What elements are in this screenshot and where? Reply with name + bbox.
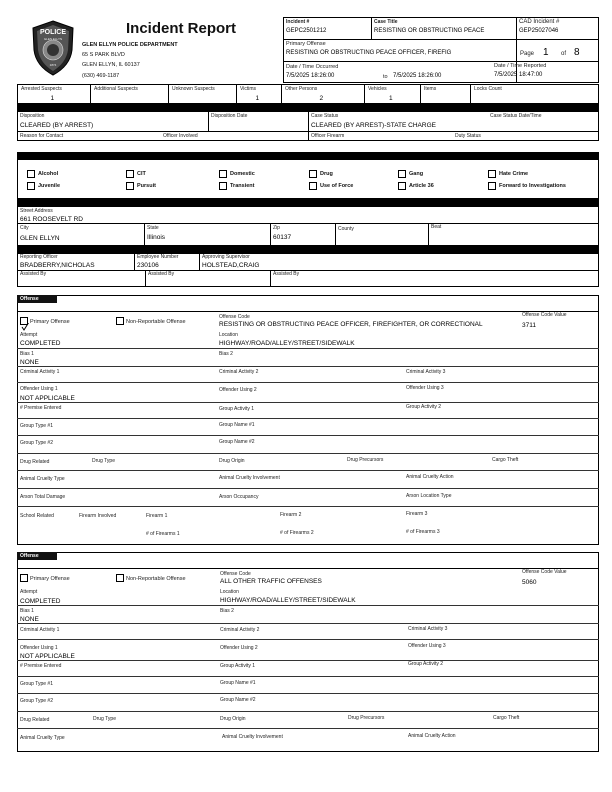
group-activity-2: Group Activity 2 xyxy=(406,404,442,410)
incident-number: GEPC2501212 xyxy=(286,28,327,34)
officers-bar xyxy=(17,246,599,253)
firearm-involved: Firearm Involved xyxy=(79,513,117,519)
arson-location-type: Arson Location Type xyxy=(406,493,452,499)
factor-label: Forward to Investigations xyxy=(499,183,566,189)
offense-2-location-label: Location xyxy=(220,589,239,595)
factors-section xyxy=(17,159,599,199)
factor-label: Juvenile xyxy=(38,183,61,189)
factor-label: Domestic xyxy=(230,171,255,177)
beat-label: Beat xyxy=(431,224,442,230)
num-firearms-1: # of Firearms 1 xyxy=(146,531,180,537)
city-value: GLEN ELLYN xyxy=(20,235,60,242)
case-title-value: RESISTING OR OBSTRUCTING PEACE xyxy=(374,28,485,34)
offense-2-animal-cruelty-involvement: Animal Cruelty Involvement xyxy=(222,734,283,740)
offense-2-code-value: ALL OTHER TRAFFIC OFFENSES xyxy=(220,578,322,585)
offense-2-drug-related: Drug Related xyxy=(20,717,50,723)
animal-cruelty-involvement: Animal Cruelty Involvement xyxy=(219,475,280,481)
offense-2-group-activity-2: Group Activity 2 xyxy=(408,661,444,667)
police-badge-logo xyxy=(30,20,76,76)
factor-label: CIT xyxy=(137,171,146,177)
employee-number-label: Employee Number xyxy=(137,254,179,260)
group-activity-1: Group Activity 1 xyxy=(219,406,255,412)
offense-2-cargo-theft: Cargo Theft xyxy=(493,715,520,721)
group-type-2: Group Type #2 xyxy=(20,440,53,446)
approving-supervisor-value: HOLSTEAD,CRAIG xyxy=(202,262,260,269)
count-label: Arrested Suspects xyxy=(21,86,62,92)
animal-cruelty-action: Animal Cruelty Action xyxy=(406,474,454,480)
factor-checkbox[interactable] xyxy=(398,182,406,190)
animal-cruelty-type: Animal Cruelty Type xyxy=(20,476,65,482)
offense-2-code-label: Offense Code xyxy=(220,571,251,577)
factor-checkbox[interactable] xyxy=(219,182,227,190)
location-section xyxy=(17,206,599,246)
offender-using-1-value: NOT APPLICABLE xyxy=(20,395,75,402)
firearm-3: Firearm 3 xyxy=(406,511,428,517)
page-of: of xyxy=(561,51,567,57)
factor-checkbox[interactable] xyxy=(488,170,496,178)
date-reported: 7/5/2025 18:47:00 xyxy=(494,72,543,78)
non-reportable-checkbox-label: Non-Reportable Offense xyxy=(126,319,186,325)
offense-2-drug-origin: Drug Origin xyxy=(220,716,246,722)
report-title: Incident Report xyxy=(126,20,237,37)
location-type-label: Location xyxy=(219,332,238,338)
attempt-label: Attempt xyxy=(20,332,38,338)
cargo-theft: Cargo Theft xyxy=(492,457,519,463)
officer-involved-label: Officer Involved xyxy=(163,133,198,139)
incident-label: Incident # xyxy=(286,19,310,25)
date-occurred-label: Date / Time Occurred xyxy=(286,64,339,70)
bias-2-label: Bias 2 xyxy=(219,351,233,357)
bias-1-value: NONE xyxy=(20,359,39,366)
non-reportable-checkbox[interactable] xyxy=(116,317,124,325)
arson-total-damage: Arson Total Damage xyxy=(20,494,66,500)
offense-2-bias-2-label: Bias 2 xyxy=(220,608,234,614)
factor-label: Drug xyxy=(320,171,333,177)
count-value: 1 xyxy=(255,95,260,102)
criminal-activity-1: Criminal Activity 1 xyxy=(20,369,60,375)
employee-number-value: 230106 xyxy=(137,262,159,269)
factor-checkbox[interactable] xyxy=(309,182,317,190)
case-title-label: Case Title xyxy=(374,19,398,25)
offense-2-drug-type: Drug Type xyxy=(93,716,116,722)
offense-2-code-value-label: Offense Code Value xyxy=(522,569,567,575)
offense-2-criminal-activity-1: Criminal Activity 1 xyxy=(20,627,60,633)
badge-year: 1874 xyxy=(49,63,57,67)
offense-2-bias-1-label: Bias 1 xyxy=(20,608,34,614)
badge-sub: GLEN ELLYN xyxy=(43,37,63,41)
disposition-date-label: Disposition Date xyxy=(211,113,248,119)
count-label: Unknown Suspects xyxy=(172,86,215,92)
cad-label: CAD Incident # xyxy=(519,19,560,25)
disposition-label: Disposition xyxy=(20,113,45,119)
count-label: Locks Count xyxy=(474,86,502,92)
attempt-value: COMPLETED xyxy=(20,340,61,347)
offense-code-value: RESISTING OR OBSTRUCTING PEACE OFFICER, FIREFIGHTER, OR CORRECTIONAL xyxy=(219,321,483,328)
drug-origin: Drug Origin xyxy=(219,458,245,464)
factor-checkbox[interactable] xyxy=(126,170,134,178)
factor-checkbox[interactable] xyxy=(219,170,227,178)
page-total: 8 xyxy=(574,47,580,58)
location-bar xyxy=(17,199,599,206)
factor-label: Alcohol xyxy=(38,171,59,177)
assisted-by-3: Assisted By xyxy=(273,271,300,277)
primary-offense-checkbox-label: Primary Offense xyxy=(30,319,70,325)
zip-label: Zip xyxy=(273,225,280,231)
factor-label: Hate Crime xyxy=(499,171,529,177)
count-value: 1 xyxy=(50,95,55,102)
count-label: Items xyxy=(424,86,437,92)
dept-address2: GLEN ELLYN, IL 60137 xyxy=(82,62,140,68)
factors-bar xyxy=(17,152,599,159)
factor-checkbox[interactable] xyxy=(488,182,496,190)
offender-using-1-label: Offender Using 1 xyxy=(20,386,58,392)
dept-name: GLEN ELLYN POLICE DEPARTMENT xyxy=(82,42,178,48)
approving-supervisor-label: Approving Supervisor xyxy=(202,254,250,260)
offense-2-offender-using-1-value: NOT APPLICABLE xyxy=(20,653,75,660)
page-number: 1 xyxy=(543,47,549,58)
bias-1-label: Bias 1 xyxy=(20,351,34,357)
factor-checkbox[interactable] xyxy=(27,170,35,178)
count-label: Other Persons xyxy=(285,86,318,92)
count-label: Vehicles xyxy=(368,86,387,92)
factor-label: Use of Force xyxy=(320,183,354,189)
factor-label: Pursuit xyxy=(137,183,156,189)
criminal-activity-3: Criminal Activity 3 xyxy=(406,369,446,375)
offense-2-code-number: 5060 xyxy=(522,579,537,586)
criminal-activity-2: Criminal Activity 2 xyxy=(219,369,259,375)
offense-2-animal-cruelty-action: Animal Cruelty Action xyxy=(408,733,456,739)
officer-firearm-label: Officer Firearm xyxy=(311,133,345,139)
firearm-1: Firearm 1 xyxy=(146,513,168,519)
group-name-2: Group Name #2 xyxy=(219,439,255,445)
drug-type: Drug Type xyxy=(92,458,115,464)
factor-label: Gang xyxy=(409,171,424,177)
offense-2-offender-using-1-label: Offender Using 1 xyxy=(20,645,58,651)
state-label: State xyxy=(147,225,159,231)
offense-2-header: Offense xyxy=(17,552,57,560)
factor-checkbox[interactable] xyxy=(398,170,406,178)
reporting-officer-label: Reporting Officer xyxy=(20,254,58,260)
date-to: 7/5/2025 18:26:00 xyxy=(393,73,442,79)
offender-using-2: Offender Using 2 xyxy=(219,387,257,393)
zip-value: 60137 xyxy=(273,234,292,241)
reason-label: Reason for Contact xyxy=(20,133,64,139)
badge-text: POLICE xyxy=(39,29,67,36)
group-name-1: Group Name #1 xyxy=(219,422,255,428)
offense-2-offender-using-2: Offender Using 2 xyxy=(220,645,258,651)
factor-label: Transient xyxy=(230,183,255,189)
date-from: 7/5/2025 18:26:00 xyxy=(286,73,335,79)
non-reportable-2-checkbox[interactable] xyxy=(116,574,124,582)
offense-2-offender-using-3: Offender Using 3 xyxy=(408,643,446,649)
date-to-label: to xyxy=(383,74,388,80)
primary-offense-2-checkbox[interactable] xyxy=(20,574,28,582)
factor-checkbox[interactable] xyxy=(309,170,317,178)
factor-checkbox[interactable] xyxy=(27,182,35,190)
premise-entered: # Premise Entered xyxy=(20,405,62,411)
offense-2-group-name-1: Group Name #1 xyxy=(220,680,256,686)
school-related: School Related xyxy=(20,513,54,519)
primary-offense-checkbox[interactable] xyxy=(20,317,28,325)
offender-using-3: Offender Using 3 xyxy=(406,385,444,391)
city-label: City xyxy=(20,225,29,231)
date-reported-label: Date / Time Reported xyxy=(494,63,547,69)
offense-2-group-name-2: Group Name #2 xyxy=(220,697,256,703)
factor-checkbox[interactable] xyxy=(126,182,134,190)
offense-2-bias-1-value: NONE xyxy=(20,616,39,623)
count-label: Additional Suspects xyxy=(94,86,138,92)
street-label: Street Address xyxy=(20,208,53,214)
firearm-2: Firearm 2 xyxy=(280,512,302,518)
primary-offense-value: RESISTING OR OBSTRUCTING PEACE OFFICER, FIREFIG xyxy=(286,50,452,56)
drug-related: Drug Related xyxy=(20,459,50,465)
offense-code-label: Offense Code xyxy=(219,314,250,320)
offense-code-value-label: Offense Code Value xyxy=(522,312,567,318)
offense-code-number: 3711 xyxy=(522,322,536,329)
street-value: 661 ROOSEVELT RD xyxy=(20,216,83,223)
offense-1-header: Offense xyxy=(17,295,57,303)
drug-precursors: Drug Precursors xyxy=(347,457,384,463)
disposition-bar xyxy=(17,104,599,111)
num-firearms-3: # of Firearms 3 xyxy=(406,529,440,535)
offense-2-drug-precursors: Drug Precursors xyxy=(348,715,385,721)
offense-2-group-activity-1: Group Activity 1 xyxy=(220,663,256,669)
location-type-value: HIGHWAY/ROAD/ALLEY/STREET/SIDEWALK xyxy=(219,340,355,347)
assisted-by-2: Assisted By xyxy=(148,271,175,277)
num-firearms-2: # of Firearms 2 xyxy=(280,530,314,536)
count-label: Victims xyxy=(240,86,257,92)
offense-2-attempt-value: COMPLETED xyxy=(20,598,61,605)
primary-offense-label: Primary Offense xyxy=(286,41,326,47)
count-value: 1 xyxy=(389,95,393,102)
case-status-label: Case Status xyxy=(311,113,339,119)
offense-2-animal-cruelty-type: Animal Cruelty Type xyxy=(20,735,65,741)
reporting-officer-value: BRADBERRY,NICHOLAS xyxy=(20,262,95,269)
arson-occupancy: Arson Occupancy xyxy=(219,494,259,500)
offense-2-group-type-2: Group Type #2 xyxy=(20,698,53,704)
state-value: Illinois xyxy=(147,234,166,241)
county-label: County xyxy=(338,226,354,232)
count-value: 2 xyxy=(319,95,324,102)
dept-address1: 65 S PARK BLVD xyxy=(82,52,125,58)
offense-2-criminal-activity-3: Criminal Activity 3 xyxy=(408,626,448,632)
case-status-value: CLEARED (BY ARREST)-STATE CHARGE xyxy=(311,122,436,129)
cad-number: GEP25027046 xyxy=(519,28,559,34)
offense-1-section xyxy=(17,295,599,545)
disposition-value: CLEARED (BY ARREST) xyxy=(20,122,94,129)
dept-phone: (630) 469-1187 xyxy=(82,73,120,79)
group-type-1: Group Type #1 xyxy=(20,423,53,429)
offense-2-attempt-label: Attempt xyxy=(20,589,38,595)
offense-2-premise-entered: # Premise Entered xyxy=(20,663,62,669)
assisted-by-1: Assisted By xyxy=(20,271,47,277)
offense-2-group-type-1: Group Type #1 xyxy=(20,681,53,687)
primary-offense-2-checkbox-label: Primary Offense xyxy=(30,576,70,582)
offense-2-location-value: HIGHWAY/ROAD/ALLEY/STREET/SIDEWALK xyxy=(220,597,356,604)
non-reportable-2-checkbox-label: Non-Reportable Offense xyxy=(126,576,186,582)
page-label: Page xyxy=(520,51,535,57)
duty-status-label: Duty Status xyxy=(455,133,481,139)
factor-label: Article 36 xyxy=(409,183,434,189)
offense-2-criminal-activity-2: Criminal Activity 2 xyxy=(220,627,260,633)
case-status-date-label: Case Status Date/Time xyxy=(490,113,542,119)
